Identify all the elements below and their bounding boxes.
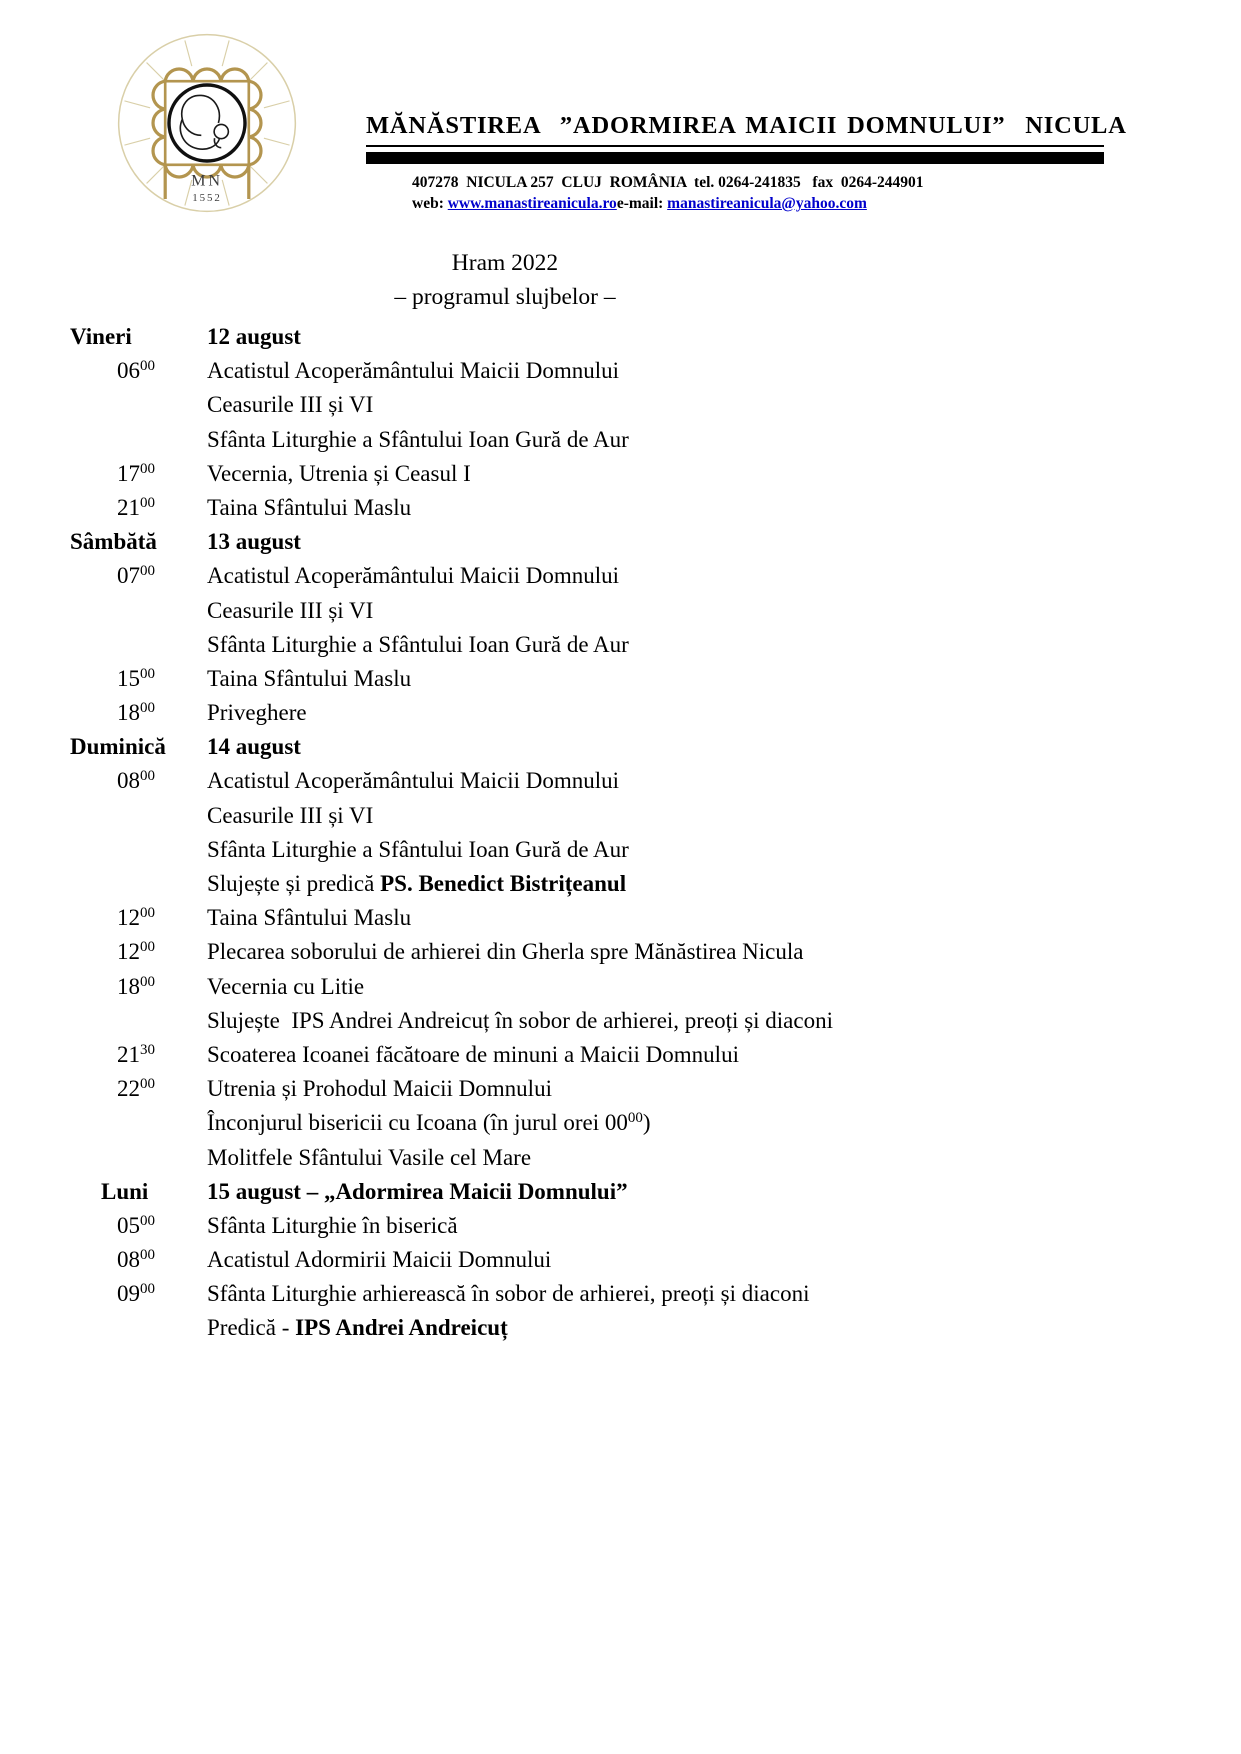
service-text: Ceasurile III și VI	[207, 597, 374, 623]
day-label: Luni	[101, 1178, 149, 1204]
service-text: Acatistul Adormirii Maicii Domnului	[207, 1247, 552, 1273]
time-superscript: 00	[140, 1212, 155, 1229]
service-text: Predică -	[207, 1315, 296, 1341]
schedule-row	[70, 1243, 1130, 1277]
schedule-row	[70, 1311, 1130, 1345]
website-link[interactable]: www.manastireanicula.ro	[447, 195, 617, 212]
schedule-row	[70, 1141, 1130, 1175]
schedule-col-daytime	[70, 730, 207, 764]
schedule-col-daytime	[70, 559, 207, 593]
time-value: 18	[117, 973, 140, 999]
time-superscript: 00	[140, 665, 155, 682]
monastery-title: MĂNĂSTIREA ”ADORMIREA MAICII DOMNULUI” NICULA	[366, 112, 1104, 147]
schedule-col-daytime	[70, 320, 207, 354]
time-value: 18	[117, 700, 140, 726]
schedule-col-description	[207, 1004, 1130, 1038]
schedule-col-description	[207, 901, 1130, 935]
schedule-row	[70, 970, 1130, 1004]
emblem-monogram: MN	[191, 172, 223, 190]
service-text: Acatistul Acoperământului Maicii Domnului	[207, 768, 620, 794]
document-heading	[70, 246, 940, 314]
schedule-row	[70, 730, 1130, 764]
day-label: Duminică	[70, 734, 166, 760]
schedule-col-description	[207, 1311, 1130, 1345]
schedule-col-daytime	[70, 1038, 207, 1072]
schedule-col-daytime	[70, 901, 207, 935]
schedule-row	[70, 901, 1130, 935]
schedule-col-description	[207, 730, 1130, 764]
time-value: 17	[117, 460, 140, 486]
schedule-row	[70, 764, 1130, 798]
schedule-row	[70, 491, 1130, 525]
time-value: 12	[117, 939, 140, 965]
schedule-col-daytime	[70, 354, 207, 388]
schedule-col-daytime	[70, 1243, 207, 1277]
schedule-col-description	[207, 1277, 1130, 1311]
schedule-col-description	[207, 1141, 1130, 1175]
schedule-row	[70, 799, 1130, 833]
time-value: 06	[117, 358, 140, 384]
schedule-col-daytime	[70, 457, 207, 491]
time-value: 08	[117, 1247, 140, 1273]
schedule-col-description	[207, 935, 1130, 969]
schedule-col-daytime	[70, 1072, 207, 1106]
time-value: 21	[117, 1041, 140, 1067]
schedule-col-daytime	[70, 764, 207, 798]
contact-block	[366, 172, 1104, 214]
service-text: Vecernia, Utrenia și Ceasul I	[207, 460, 471, 486]
monastery-emblem-svg	[112, 28, 302, 218]
service-text: Taina Sfântului Maslu	[207, 665, 412, 691]
schedule-col-description	[207, 696, 1130, 730]
service-text: Sfânta Liturghie a Sfântului Ioan Gură de Aur	[207, 426, 629, 452]
heading-subtitle: – programul slujbelor –	[394, 284, 616, 310]
schedule-col-description	[207, 559, 1130, 593]
service-text: Taina Sfântului Maslu	[207, 905, 412, 931]
schedule-row	[70, 935, 1130, 969]
service-text: Molitfele Sfântului Vasile cel Mare	[207, 1144, 532, 1170]
time-superscript: 00	[140, 1247, 155, 1264]
service-text: Slujește IPS Andrei Andreicuț în sobor de arhierei, preoți și diaconi	[207, 1007, 833, 1033]
schedule-col-description	[207, 423, 1130, 457]
schedule-col-description	[207, 1038, 1130, 1072]
service-text: Sfânta Liturghie în biserică	[207, 1212, 458, 1238]
schedule-row	[70, 1209, 1130, 1243]
time-value: 12	[117, 905, 140, 931]
service-text: )	[642, 1110, 651, 1136]
schedule-col-description	[207, 594, 1130, 628]
service-text: Sfânta Liturghie a Sfântului Ioan Gură de Aur	[207, 631, 629, 657]
date-label: 14 august	[207, 734, 301, 760]
day-label: Vineri	[70, 324, 132, 349]
time-value: 07	[117, 563, 140, 589]
web-label: web:	[412, 195, 448, 212]
time-superscript: 00	[140, 358, 155, 375]
schedule-col-description	[207, 525, 1130, 559]
schedule-col-description	[207, 1175, 1130, 1209]
time-value: 21	[117, 494, 140, 520]
time-superscript: 00	[140, 768, 155, 785]
contact-links-line	[412, 193, 1104, 214]
time-superscript: 00	[140, 905, 155, 922]
schedule-col-description	[207, 628, 1130, 662]
date-label: 13 august	[207, 529, 301, 555]
service-text: Ceasurile III și VI	[207, 392, 374, 418]
service-text: Slujește și predică	[207, 871, 381, 896]
service-text: Sfânta Liturghie arhierească în sobor de arhierei, preoți și diaconi	[207, 1281, 810, 1307]
service-text: Utrenia și Prohodul Maicii Domnului	[207, 1076, 552, 1102]
time-superscript: 30	[140, 1041, 155, 1058]
schedule-row	[70, 1004, 1130, 1038]
schedule-row	[70, 696, 1130, 730]
schedule-col-description	[207, 1072, 1130, 1106]
schedule-row	[70, 559, 1130, 593]
time-superscript: 00	[140, 1281, 155, 1298]
monastery-logo	[112, 28, 302, 218]
time-superscript: 00	[140, 700, 155, 717]
schedule-col-daytime	[70, 662, 207, 696]
time-superscript: 00	[140, 1076, 155, 1093]
schedule-col-daytime	[70, 525, 207, 559]
schedule-col-description	[207, 388, 1130, 422]
schedule-row	[70, 867, 1130, 901]
schedule-row	[70, 1038, 1130, 1072]
heading-title: Hram 2022	[451, 250, 559, 276]
service-text: Înconjurul bisericii cu Icoana (în jurul orei 00	[207, 1110, 628, 1136]
letterhead	[366, 112, 1127, 214]
schedule-col-description	[207, 354, 1130, 388]
service-text: Priveghere	[207, 700, 307, 726]
service-text: 00	[627, 1110, 643, 1127]
schedule-col-daytime	[70, 491, 207, 525]
schedule-col-daytime	[70, 935, 207, 969]
service-text: Acatistul Acoperământului Maicii Domnului	[207, 358, 620, 384]
time-value: 09	[117, 1281, 140, 1307]
schedule-col-description	[207, 491, 1130, 525]
schedule-row	[70, 354, 1130, 388]
schedule-row	[70, 594, 1130, 628]
schedule-col-daytime	[70, 1175, 207, 1209]
schedule-col-description	[207, 799, 1130, 833]
schedule-row	[70, 833, 1130, 867]
schedule-col-description	[207, 320, 1130, 354]
schedule-row	[70, 457, 1130, 491]
schedule-col-daytime	[70, 696, 207, 730]
schedule	[70, 320, 1130, 1346]
schedule-col-daytime	[70, 970, 207, 1004]
schedule-col-description	[207, 867, 1130, 901]
date-label: 15 august – „Adormirea Maicii Domnului”	[207, 1178, 628, 1204]
schedule-row	[70, 662, 1130, 696]
schedule-row	[70, 1175, 1130, 1209]
schedule-row	[70, 1072, 1130, 1106]
emblem-year: 1552	[192, 191, 222, 204]
time-superscript: 00	[140, 973, 155, 990]
email-label: e-mail:	[616, 195, 668, 212]
service-text: IPS Andrei Andreicuț	[295, 1315, 508, 1341]
schedule-col-daytime	[70, 1277, 207, 1311]
service-text: Ceasurile III și VI	[207, 802, 374, 828]
service-text: Plecarea soborului de arhierei din Gherla spre Mănăstirea Nicula	[207, 939, 804, 965]
service-text: Sfânta Liturghie a Sfântului Ioan Gură de Aur	[207, 836, 629, 862]
day-label: Sâmbătă	[70, 529, 157, 555]
schedule-col-description	[207, 662, 1130, 696]
schedule-row	[70, 320, 1130, 354]
address-line: 407278 NICULA 257 CLUJ ROMÂNIA tel. 0264-241835 fax 0264-244901	[412, 174, 924, 191]
time-value: 22	[117, 1076, 140, 1102]
email-link[interactable]: manastireanicula@yahoo.com	[667, 195, 867, 212]
title-underline-bar	[366, 152, 1104, 164]
time-superscript: 00	[140, 563, 155, 580]
time-value: 15	[117, 665, 140, 691]
schedule-col-description	[207, 970, 1130, 1004]
service-text: Scoaterea Icoanei făcătoare de minuni a Maicii Domnului	[207, 1041, 739, 1067]
time-superscript: 00	[140, 939, 155, 956]
time-superscript: 00	[140, 494, 155, 511]
schedule-col-description	[207, 1209, 1130, 1243]
service-text: PS. Benedict Bistrițeanul	[380, 871, 627, 896]
schedule-col-description	[207, 457, 1130, 491]
schedule-row	[70, 388, 1130, 422]
service-text: Taina Sfântului Maslu	[207, 494, 412, 520]
service-text: Vecernia cu Litie	[207, 973, 365, 999]
schedule-col-description	[207, 764, 1130, 798]
date-label: 12 august	[207, 324, 301, 349]
schedule-col-description	[207, 833, 1130, 867]
schedule-col-description	[207, 1243, 1130, 1277]
time-superscript: 00	[140, 460, 155, 477]
time-value: 08	[117, 768, 140, 794]
time-value: 05	[117, 1212, 140, 1238]
schedule-col-description	[207, 1106, 1130, 1140]
schedule-row	[70, 423, 1130, 457]
schedule-row	[70, 1277, 1130, 1311]
schedule-row	[70, 525, 1130, 559]
service-text: Acatistul Acoperământului Maicii Domnului	[207, 563, 620, 589]
schedule-col-daytime	[70, 1209, 207, 1243]
schedule-row	[70, 628, 1130, 662]
schedule-row	[70, 1106, 1130, 1140]
